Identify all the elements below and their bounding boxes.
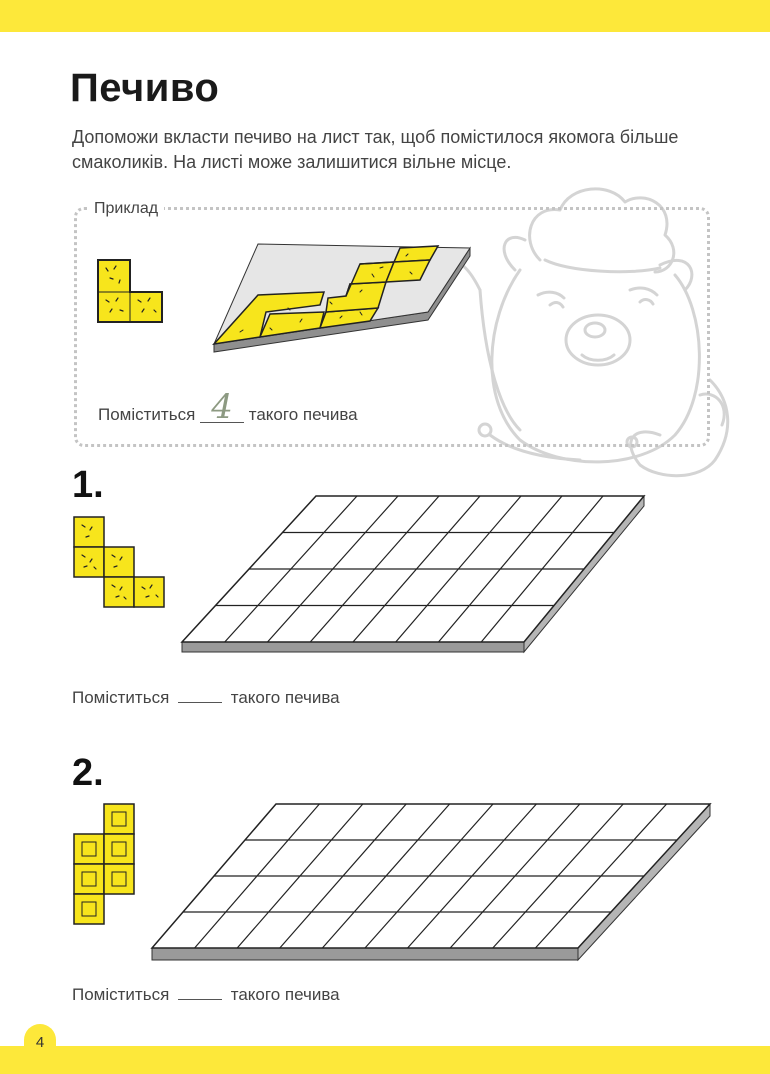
task-1-answer-blank[interactable] [178,688,222,703]
task-1-baking-sheet [178,492,648,656]
task-1-tray-front [182,642,524,652]
task-2-tray-front [152,948,578,960]
task-1-number: 1. [72,464,104,506]
task-2-answer-prefix: Поміститься [72,985,170,1004]
task-1-answer-prefix: Поміститься [72,688,170,707]
example-answer-prefix: Поміститься [98,405,196,424]
page-title: Печиво [70,66,220,110]
example-answer-suffix: такого печива [248,405,358,424]
example-answer [98,387,358,427]
task-1-answer-suffix: такого печива [230,688,340,707]
page-number: 4 [35,1034,45,1051]
example-baking-sheet [210,232,480,362]
task-2-answer [72,985,340,1005]
instructions-text: Допоможи вкласти печиво на лист так, щоб помістилося якомога більше смаколиків. На листі може залишитися вільне місце. [72,127,679,172]
bottom-yellow-band [0,1046,770,1074]
task-2-cookie-tile [72,802,138,930]
top-yellow-band [0,0,770,32]
task-2-baking-sheet [148,800,714,966]
task-1-answer [72,688,340,708]
task-2-answer-suffix: такого печива [230,985,340,1004]
example-answer-value: 4 [200,392,244,423]
example-label: Приклад [88,200,164,218]
example-cookie-tile [96,258,166,324]
task-2-number: 2. [72,752,104,794]
task-2-answer-blank[interactable] [178,985,222,1000]
task-1-cookie-tile [72,515,168,611]
